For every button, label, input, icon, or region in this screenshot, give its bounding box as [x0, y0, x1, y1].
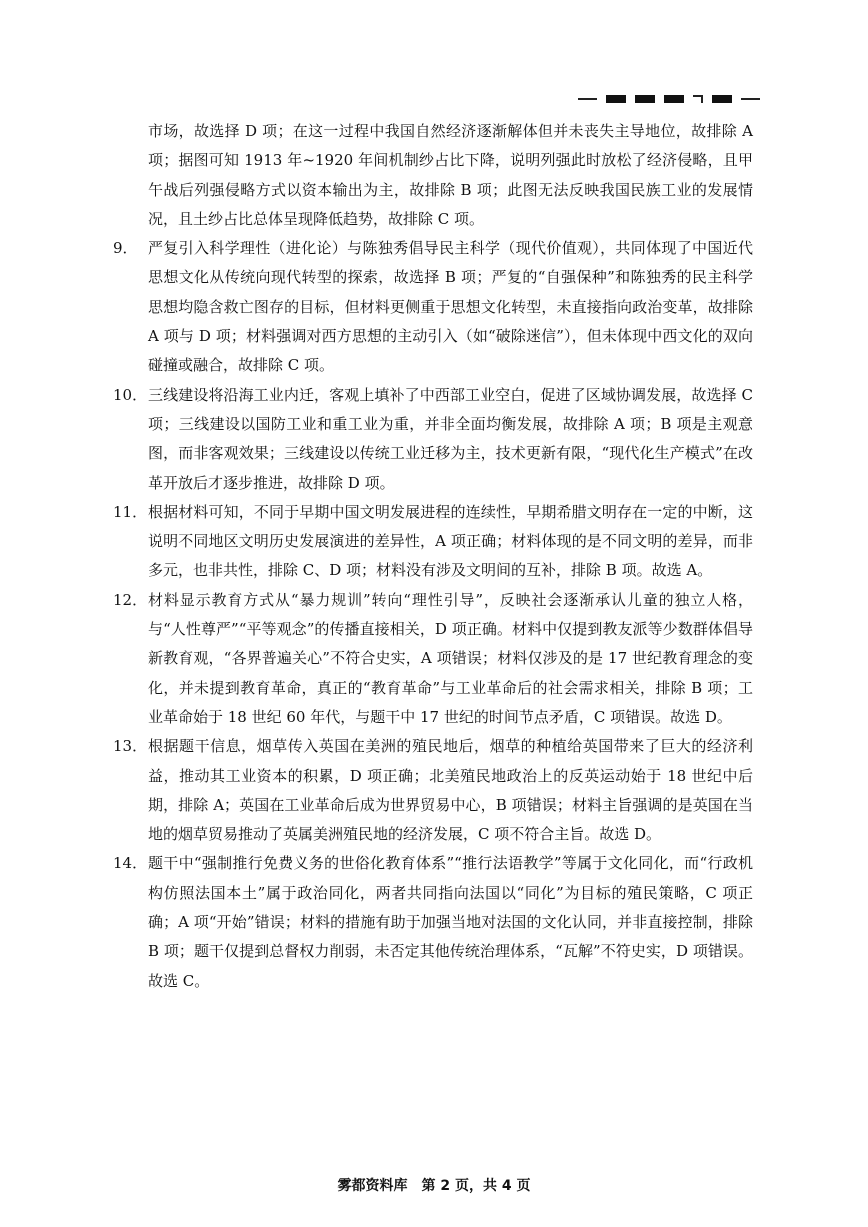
block-mark-icon	[606, 95, 626, 103]
item-number: 11．	[113, 502, 148, 521]
item-text: 根据材料可知，不同于早期中国文明发展进程的连续性，早期希腊文明存在一定的中断，这说明不同地区文明历史发展演进的差异性，A 项正确；材料体现的是不同文明的差异，而非多元，也非共性，排除 C、D 项；材料没有涉及文明间的互补，排除 B 项。故选 A。	[148, 502, 753, 580]
answer-item-14	[113, 849, 753, 995]
item-text: 材料显示教育方式从“暴力规训”转向“理性引导”，反映社会逐渐承认儿童的独立人格，与“人性尊严”“平等观念”的传播直接相关，D 项正确。材料中仅提到教友派等少数群体倡导新教育观，“各界普遍关心”不符合史实，A 项错误；材料仅涉及的是 17 世纪教育理念的变化，并未提到教育革命，真正的“教育革命”与工业革命后的社会需求相关，排除 B 项；工业革命始于 18 世纪 60 年代，与题干中 17 世纪的时间节点矛盾，C 项错误。故选 D。	[148, 590, 753, 726]
answer-item-11	[113, 498, 753, 586]
item-text: 严复引入科学理性（进化论）与陈独秀倡导民主科学（现代价值观），共同体现了中国近代思想文化从传统向现代转型的探索，故选择 B 项；严复的“自强保种”和陈独秀的民主科学思想均隐含救亡图存的目标，但材料更侧重于思想文化转型，未直接指向政治变革，故排除 A 项与 D 项；材料强调对西方思想的主动引入（如“破除迷信”），但未体现中西文化的双向碰撞或融合，故排除 C 项。	[148, 239, 753, 375]
item-number: 10．	[113, 385, 148, 404]
answer-item-10	[113, 381, 753, 498]
item-text: 题干中“强制推行免费义务的世俗化教育体系”“推行法语教学”等属于文化同化，而“行政机构仿照法国本土”属于政治同化，两者共同指向法国以“同化”为目标的殖民策略，C 项正确；A 项“开始”错误；材料的措施有助于加强当地对法国的文化认同，并非直接控制，排除 B 项；题干仅提到总督权力削弱，未否定其他传统治理体系，“瓦解”不符史实，D 项错误。故选 C。	[148, 854, 753, 990]
answer-item-12	[113, 586, 753, 732]
corner-mark-icon	[693, 95, 703, 103]
block-mark-icon	[635, 95, 655, 103]
dash-mark-icon	[741, 98, 760, 100]
answer-explanations	[113, 117, 753, 996]
answer-item-13	[113, 732, 753, 849]
item-text: 三线建设将沿海工业内迁，客观上填补了中西部工业空白，促进了区域协调发展，故选择 C 项；三线建设以国防工业和重工业为重，并非全面均衡发展，故排除 A 项；B 项是主观意图，而非客观效果；三线建设以传统工业迁移为主，技术更新有限，“现代化生产模式”在改革开放后才逐步推进，故排除 D 项。	[148, 385, 753, 492]
item-number: 13．	[113, 737, 148, 756]
answer-item-9	[113, 234, 753, 380]
continued-explanation: 市场，故选择 D 项；在这一过程中我国自然经济逐渐解体但并未丧失主导地位，故排除 A 项；据图可知 1913 年~1920 年间机制纱占比下降，说明列强此时放松了经济侵略，且甲午战后列强侵略方式以资本输出为主，故排除 B 项；此图无法反映我国民族工业的发展情况，且土纱占比总体呈现降低趋势，故排除 C 项。	[148, 122, 753, 228]
page-footer: 雾都资料库 第 2 页，共 4 页	[337, 1178, 531, 1194]
block-mark-icon	[664, 95, 684, 103]
item-number: 12．	[113, 590, 148, 609]
item-number: 9．	[113, 239, 138, 258]
dash-mark-icon	[578, 98, 597, 100]
header-decoration	[578, 93, 769, 105]
item-text: 根据题干信息，烟草传入英国在美洲的殖民地后，烟草的种植给英国带来了巨大的经济利益，推动其工业资本的积累，D 项正确；北美殖民地政治上的反英运动始于 18 世纪中后期，排除 A；英国在工业革命后成为世界贸易中心，B 项错误；材料主旨强调的是英国在当地的烟草贸易推动了英属美洲殖民地的经济发展，C 项不符合主旨。故选 D。	[148, 737, 753, 844]
item-number: 14．	[113, 854, 148, 873]
block-mark-icon	[712, 95, 732, 103]
